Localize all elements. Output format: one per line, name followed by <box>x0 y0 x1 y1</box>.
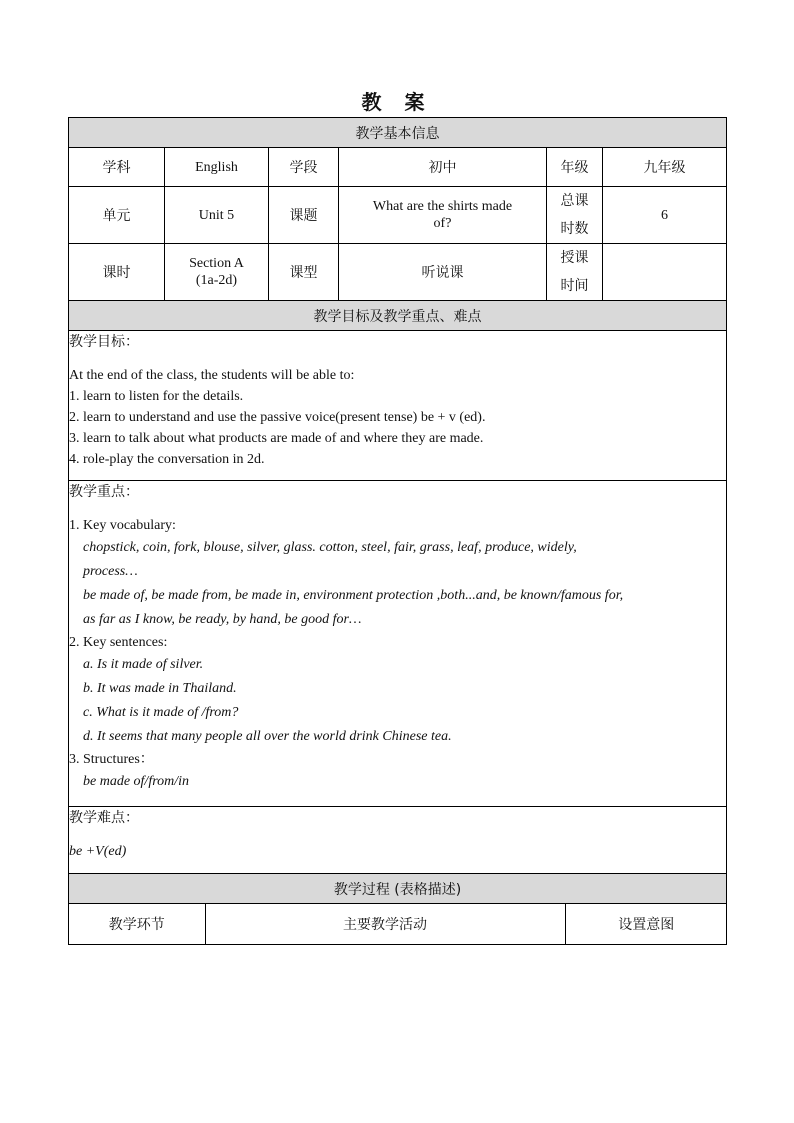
key-points-title: 教学重点： <box>69 484 139 500</box>
total-hours-value: 6 <box>603 187 727 244</box>
teaching-time-label-line2: 时间 <box>560 278 589 294</box>
stage-value: 初中 <box>339 148 547 187</box>
teaching-time-label-line1: 授课 <box>560 250 589 266</box>
key-sentence-line: b. It was made in Thailand. <box>83 681 237 696</box>
total-hours-label <box>547 187 603 244</box>
key-vocab-label: 1. Key vocabulary: <box>69 518 176 533</box>
process-col-stage: 教学环节 <box>69 904 205 944</box>
process-col-intent: 设置意图 <box>618 917 675 933</box>
key-sentence-line: a. Is it made of silver. <box>83 657 204 672</box>
section-header-basic: 教学基本信息 <box>69 118 727 148</box>
section-header-process: 教学过程 (表格描述) <box>69 874 727 904</box>
key-vocab-line: as far as I know, be ready, by hand, be good for… <box>83 612 362 627</box>
objective-line: 2. learn to understand and use the passive voice(present tense) be + v (ed). <box>69 410 486 425</box>
key-vocab-line: chopstick, coin, fork, blouse, silver, glass. cotton, steel, fair, grass, leaf, produce, widely, <box>83 540 577 555</box>
stage-label: 学段 <box>269 148 339 187</box>
subject-label: 学科 <box>69 148 165 187</box>
type-label: 课型 <box>269 244 339 301</box>
total-hours-label-line1: 总课 <box>560 193 589 209</box>
unit-value: Unit 5 <box>165 187 269 244</box>
key-sentence-line: c. What is it made of /from? <box>83 705 239 720</box>
objective-line: 4. role-play the conversation in 2d. <box>69 452 265 467</box>
period-label: 课时 <box>69 244 165 301</box>
grade-label: 年级 <box>547 148 603 187</box>
objective-line: 3. learn to talk about what products are made of and where they are made. <box>69 431 484 446</box>
objective-line: 1. learn to listen for the details. <box>69 389 244 404</box>
topic-value: What are the shirts made of? <box>339 187 547 244</box>
section-header-goals: 教学目标及教学重点、难点 <box>69 301 727 331</box>
difficult-points-value: be +V(ed) <box>69 844 127 859</box>
objectives-title: 教学目标： <box>69 334 139 350</box>
objective-line: At the end of the class, the students will be able to: <box>69 368 355 383</box>
structures-label: 3. Structures： <box>69 752 154 767</box>
period-value <box>165 244 269 301</box>
difficult-points-block <box>69 807 727 874</box>
teaching-time-label <box>547 244 603 301</box>
structures-value: be made of/from/in <box>83 774 190 789</box>
process-header-row <box>69 904 727 945</box>
lesson-plan-table <box>68 117 727 945</box>
key-sentence-line: d. It seems that many people all over the world drink Chinese tea. <box>83 729 452 744</box>
subject-value: English <box>165 148 269 187</box>
objectives-block <box>69 331 727 481</box>
teaching-time-value <box>603 244 727 301</box>
grade-value: 九年级 <box>603 148 727 187</box>
topic-label: 课题 <box>269 187 339 244</box>
page-title: 教 案 <box>361 90 433 114</box>
period-value-line2: (1a-2d) <box>195 273 238 288</box>
key-vocab-line: process… <box>83 564 138 579</box>
total-hours-label-line2: 时数 <box>560 221 589 237</box>
key-points-block <box>69 481 727 807</box>
key-sentences-label: 2. Key sentences: <box>69 635 168 650</box>
type-value: 听说课 <box>339 244 547 301</box>
period-value-line1: Section A <box>189 256 244 271</box>
difficult-points-title: 教学难点： <box>69 810 139 826</box>
process-col-activities: 主要教学活动 <box>205 904 565 944</box>
key-vocab-line: be made of, be made from, be made in, environment protection ,both...and, be known/famous for, <box>83 588 624 603</box>
unit-label: 单元 <box>69 187 165 244</box>
